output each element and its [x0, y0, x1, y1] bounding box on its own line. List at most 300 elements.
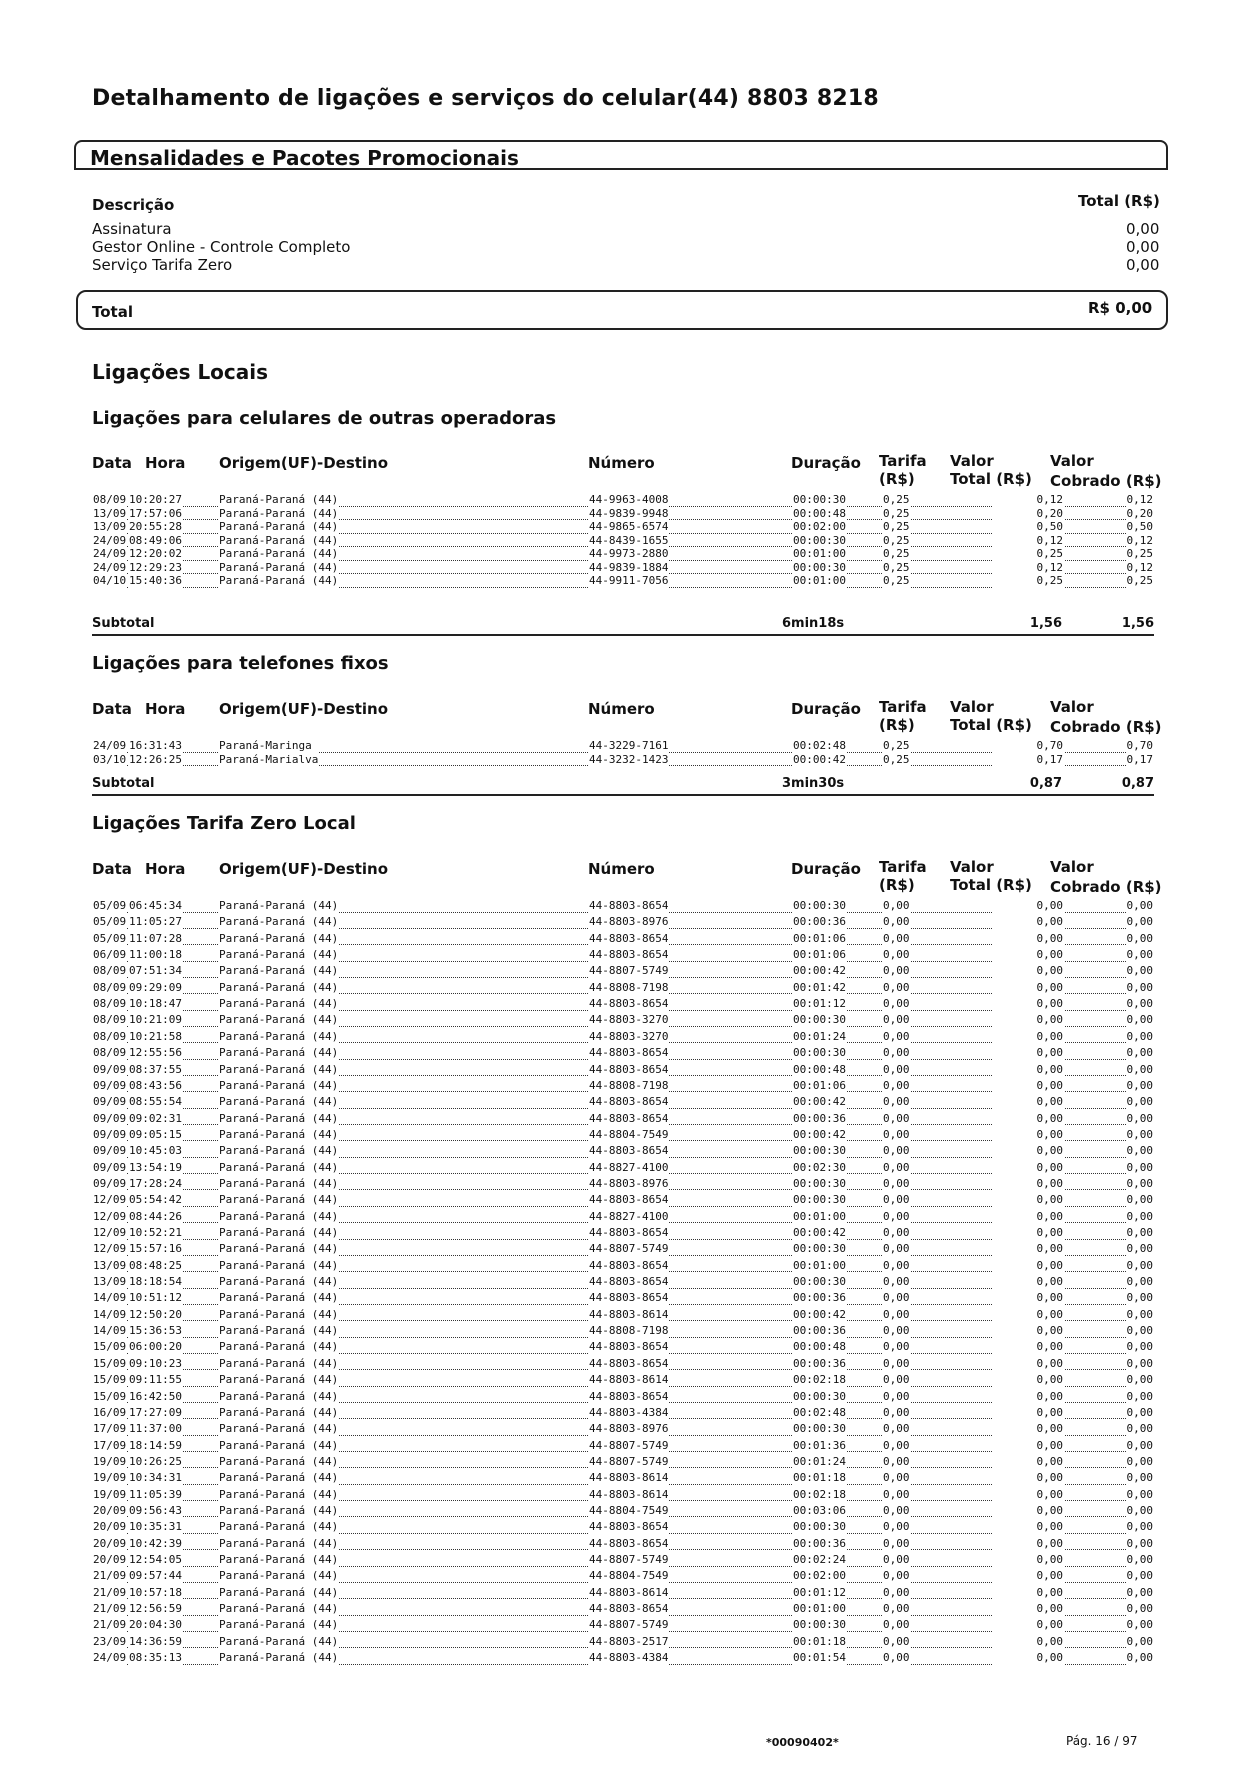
cell-duracao: 00:00:30	[792, 1274, 847, 1291]
table-row	[92, 898, 1154, 915]
table-row	[92, 1454, 1154, 1471]
cell-valor-cobrado: 0,25	[1126, 573, 1155, 590]
cell-valor-total: 0,00	[992, 931, 1064, 948]
table-row	[92, 1634, 1154, 1651]
cell-valor-total: 0,00	[992, 1454, 1064, 1471]
cell-data: 24/09	[92, 560, 127, 577]
cell-hora: 09:10:23	[128, 1356, 183, 1373]
cell-tarifa: 0,00	[882, 1241, 911, 1258]
cell-valor-cobrado: 0,00	[1126, 1094, 1155, 1111]
cell-origem: Paraná-Paraná (44)	[218, 980, 339, 997]
cell-data: 24/09	[92, 546, 127, 563]
cell-valor-total: 0,00	[992, 1094, 1064, 1111]
cell-numero: 44-9911-7056	[588, 573, 669, 590]
cell-hora: 12:50:20	[128, 1307, 183, 1324]
table-row	[92, 1176, 1154, 1193]
cell-tarifa: 0,25	[882, 546, 911, 563]
cell-data: 13/09	[92, 519, 127, 536]
section3-title: Ligações Tarifa Zero Local	[92, 813, 356, 834]
cell-data: 08/09	[92, 996, 127, 1013]
cell-data: 21/09	[92, 1568, 127, 1585]
cell-numero: 44-8803-8976	[588, 1176, 669, 1193]
cell-data: 21/09	[92, 1585, 127, 1602]
cell-numero: 44-8803-8654	[588, 1356, 669, 1373]
cell-data: 14/09	[92, 1323, 127, 1340]
subtotal-label: Subtotal	[92, 776, 155, 791]
table-row	[92, 1503, 1154, 1520]
table-row	[92, 1012, 1154, 1029]
cell-data: 08/09	[92, 1045, 127, 1062]
cell-tarifa: 0,00	[882, 914, 911, 931]
cell-data: 24/09	[92, 1650, 127, 1667]
cell-data: 20/09	[92, 1552, 127, 1569]
col-hora: Hora	[145, 700, 186, 718]
cell-numero: 44-3229-7161	[588, 738, 669, 755]
total-box	[76, 290, 1168, 330]
table-row	[92, 1127, 1154, 1144]
cell-numero: 44-8827-4100	[588, 1160, 669, 1177]
total-header: Total (R$)	[1078, 192, 1160, 210]
cell-origem: Paraná-Paraná (44)	[218, 1012, 339, 1029]
cell-duracao: 00:02:18	[792, 1487, 847, 1504]
cell-hora: 12:54:05	[128, 1552, 183, 1569]
col-valor-total: Total (R$)	[950, 470, 1032, 488]
cell-duracao: 00:00:48	[792, 506, 847, 523]
cell-origem: Paraná-Paraná (44)	[218, 1290, 339, 1307]
cell-origem: Paraná-Paraná (44)	[218, 1143, 339, 1160]
cell-valor-total: 0,00	[992, 996, 1064, 1013]
cell-data: 19/09	[92, 1487, 127, 1504]
cell-origem: Paraná-Paraná (44)	[218, 1094, 339, 1111]
cell-origem: Paraná-Paraná (44)	[218, 1634, 339, 1651]
cell-valor-total: 0,00	[992, 1127, 1064, 1144]
cell-duracao: 00:00:48	[792, 1339, 847, 1356]
table-row	[92, 1094, 1154, 1111]
cell-data: 19/09	[92, 1454, 127, 1471]
cell-hora: 10:52:21	[128, 1225, 183, 1242]
table-row	[92, 752, 1154, 769]
cell-hora: 10:18:47	[128, 996, 183, 1013]
cell-tarifa: 0,00	[882, 1634, 911, 1651]
col-data: Data	[92, 454, 132, 472]
cell-valor-cobrado: 0,25	[1126, 546, 1155, 563]
col-tarifa-unit: (R$)	[879, 876, 915, 894]
cell-valor-cobrado: 0,00	[1126, 1323, 1155, 1340]
cell-hora: 09:29:09	[128, 980, 183, 997]
cell-valor-total: 0,00	[992, 1634, 1064, 1651]
cell-tarifa: 0,00	[882, 1617, 911, 1634]
cell-duracao: 00:00:36	[792, 1111, 847, 1128]
cell-numero: 44-8803-8654	[588, 947, 669, 964]
cell-data: 08/09	[92, 492, 127, 509]
cell-hora: 12:26:25	[128, 752, 183, 769]
cell-origem: Paraná-Paraná (44)	[218, 1405, 339, 1422]
cell-origem: Paraná-Paraná (44)	[218, 1470, 339, 1487]
col-hora: Hora	[145, 860, 186, 878]
cell-numero: 44-3232-1423	[588, 752, 669, 769]
table-row	[92, 1438, 1154, 1455]
cell-numero: 44-8803-8654	[588, 1062, 669, 1079]
col-tarifa: Tarifa	[879, 698, 927, 716]
table-row	[92, 1568, 1154, 1585]
cell-numero: 44-8803-2517	[588, 1634, 669, 1651]
cell-duracao: 00:01:12	[792, 1585, 847, 1602]
cell-numero: 44-8803-8654	[588, 1536, 669, 1553]
cell-data: 14/09	[92, 1307, 127, 1324]
cell-origem: Paraná-Paraná (44)	[218, 1323, 339, 1340]
cell-tarifa: 0,25	[882, 752, 911, 769]
cell-duracao: 00:01:18	[792, 1470, 847, 1487]
cell-valor-cobrado: 0,50	[1126, 519, 1155, 536]
cell-valor-cobrado: 0,00	[1126, 1258, 1155, 1275]
cell-origem: Paraná-Paraná (44)	[218, 1078, 339, 1095]
cell-data: 12/09	[92, 1192, 127, 1209]
cell-numero: 44-8807-5749	[588, 1454, 669, 1471]
cell-hora: 09:02:31	[128, 1111, 183, 1128]
cell-origem: Paraná-Paraná (44)	[218, 1339, 339, 1356]
cell-tarifa: 0,00	[882, 1274, 911, 1291]
cell-duracao: 00:00:30	[792, 1143, 847, 1160]
cell-numero: 44-8808-7198	[588, 1078, 669, 1095]
cell-origem: Paraná-Paraná (44)	[218, 1111, 339, 1128]
cell-numero: 44-8803-8654	[588, 1519, 669, 1536]
cell-tarifa: 0,25	[882, 533, 911, 550]
cell-origem: Paraná-Paraná (44)	[218, 1617, 339, 1634]
cell-tarifa: 0,00	[882, 1176, 911, 1193]
cell-tarifa: 0,00	[882, 947, 911, 964]
cell-valor-total: 0,50	[992, 519, 1064, 536]
cell-hora: 09:56:43	[128, 1503, 183, 1520]
cell-numero: 44-8803-8654	[588, 1192, 669, 1209]
cell-origem: Paraná-Paraná (44)	[218, 1356, 339, 1373]
cell-tarifa: 0,00	[882, 1438, 911, 1455]
table-row	[92, 1045, 1154, 1062]
cell-origem: Paraná-Paraná (44)	[218, 560, 339, 577]
cell-valor-cobrado: 0,00	[1126, 1356, 1155, 1373]
cell-tarifa: 0,00	[882, 1454, 911, 1471]
cell-origem: Paraná-Paraná (44)	[218, 963, 339, 980]
cell-duracao: 00:01:42	[792, 980, 847, 997]
subtotal-duration: 3min30s	[782, 776, 845, 791]
cell-valor-total: 0,00	[992, 1568, 1064, 1585]
section2-title: Ligações para telefones fixos	[92, 653, 389, 674]
cell-hora: 14:36:59	[128, 1634, 183, 1651]
cell-numero: 44-8803-8654	[588, 898, 669, 915]
cell-origem: Paraná-Paraná (44)	[218, 1160, 339, 1177]
cell-valor-total: 0,00	[992, 1585, 1064, 1602]
col-valor-total-label: Valor	[950, 698, 994, 716]
cell-origem: Paraná-Paraná (44)	[218, 1127, 339, 1144]
cell-tarifa: 0,00	[882, 1339, 911, 1356]
cell-valor-cobrado: 0,00	[1126, 947, 1155, 964]
cell-hora: 07:51:34	[128, 963, 183, 980]
cell-hora: 05:54:42	[128, 1192, 183, 1209]
cell-valor-cobrado: 0,00	[1126, 1160, 1155, 1177]
cell-numero: 44-8827-4100	[588, 1209, 669, 1226]
page-number: Pág. 16 / 97	[1066, 1734, 1138, 1748]
cell-valor-total: 0,00	[992, 1438, 1064, 1455]
table-row	[92, 1307, 1154, 1324]
cell-hora: 08:35:13	[128, 1650, 183, 1667]
cell-data: 08/09	[92, 1012, 127, 1029]
cell-valor-total: 0,00	[992, 1503, 1064, 1520]
cell-tarifa: 0,00	[882, 980, 911, 997]
cell-valor-cobrado: 0,00	[1126, 1405, 1155, 1422]
col-duracao: Duração	[791, 860, 861, 878]
cell-duracao: 00:00:42	[792, 963, 847, 980]
cell-data: 15/09	[92, 1389, 127, 1406]
cell-data: 20/09	[92, 1519, 127, 1536]
cell-duracao: 00:01:12	[792, 996, 847, 1013]
cell-numero: 44-8803-8654	[588, 1339, 669, 1356]
cell-tarifa: 0,00	[882, 1225, 911, 1242]
cell-data: 24/09	[92, 738, 127, 755]
cell-valor-cobrado: 0,00	[1126, 1111, 1155, 1128]
cell-valor-total: 0,00	[992, 1274, 1064, 1291]
cell-duracao: 00:01:54	[792, 1650, 847, 1667]
cell-valor-cobrado: 0,70	[1126, 738, 1155, 755]
col-data: Data	[92, 860, 132, 878]
col-valor-cobrado-label: Valor	[1050, 858, 1094, 876]
col-valor-total-label: Valor	[950, 452, 994, 470]
cell-data: 13/09	[92, 1258, 127, 1275]
table-row	[92, 980, 1154, 997]
cell-tarifa: 0,25	[882, 738, 911, 755]
cell-valor-cobrado: 0,00	[1126, 1536, 1155, 1553]
cell-valor-cobrado: 0,00	[1126, 914, 1155, 931]
cell-valor-cobrado: 0,00	[1126, 1601, 1155, 1618]
cell-origem: Paraná-Paraná (44)	[218, 573, 339, 590]
cell-data: 15/09	[92, 1356, 127, 1373]
cell-valor-cobrado: 0,00	[1126, 1617, 1155, 1634]
cell-numero: 44-8803-4384	[588, 1650, 669, 1667]
cell-valor-total: 0,12	[992, 560, 1064, 577]
cell-data: 08/09	[92, 980, 127, 997]
cell-numero: 44-8803-8654	[588, 996, 669, 1013]
cell-valor-cobrado: 0,00	[1126, 1470, 1155, 1487]
cell-tarifa: 0,00	[882, 1143, 911, 1160]
cell-valor-cobrado: 0,00	[1126, 1421, 1155, 1438]
cell-origem: Paraná-Paraná (44)	[218, 1045, 339, 1062]
cell-numero: 44-8807-5749	[588, 1241, 669, 1258]
table-row	[92, 1585, 1154, 1602]
cell-hora: 06:45:34	[128, 898, 183, 915]
cell-valor-cobrado: 0,00	[1126, 1307, 1155, 1324]
cell-data: 14/09	[92, 1290, 127, 1307]
table-row	[92, 1470, 1154, 1487]
cell-tarifa: 0,00	[882, 1045, 911, 1062]
cell-valor-total: 0,00	[992, 1192, 1064, 1209]
cell-tarifa: 0,00	[882, 1601, 911, 1618]
cell-tarifa: 0,00	[882, 1307, 911, 1324]
cell-data: 09/09	[92, 1078, 127, 1095]
cell-tarifa: 0,00	[882, 1127, 911, 1144]
cell-numero: 44-8803-8614	[588, 1470, 669, 1487]
cell-valor-total: 0,00	[992, 1078, 1064, 1095]
table-row	[92, 1258, 1154, 1275]
cell-valor-total: 0,00	[992, 1062, 1064, 1079]
cell-valor-cobrado: 0,00	[1126, 1568, 1155, 1585]
cell-origem: Paraná-Paraná (44)	[218, 996, 339, 1013]
cell-valor-total: 0,00	[992, 1209, 1064, 1226]
cell-tarifa: 0,00	[882, 1209, 911, 1226]
cell-data: 17/09	[92, 1421, 127, 1438]
cell-data: 21/09	[92, 1617, 127, 1634]
cell-origem: Paraná-Paraná (44)	[218, 506, 339, 523]
cell-hora: 10:42:39	[128, 1536, 183, 1553]
cell-hora: 16:31:43	[128, 738, 183, 755]
cell-valor-cobrado: 0,20	[1126, 506, 1155, 523]
subtotal-duration: 6min18s	[782, 616, 845, 631]
cell-valor-cobrado: 0,00	[1126, 1143, 1155, 1160]
cell-tarifa: 0,00	[882, 1585, 911, 1602]
cell-numero: 44-9865-6574	[588, 519, 669, 536]
cell-duracao: 00:00:42	[792, 1225, 847, 1242]
subtotal-divider	[92, 794, 1154, 796]
cell-origem: Paraná-Paraná (44)	[218, 1421, 339, 1438]
cell-numero: 44-8807-5749	[588, 963, 669, 980]
cell-valor-total: 0,12	[992, 492, 1064, 509]
cell-duracao: 00:00:30	[792, 560, 847, 577]
cell-origem: Paraná-Paraná (44)	[218, 1536, 339, 1553]
cell-origem: Paraná-Paraná (44)	[218, 1258, 339, 1275]
cell-data: 15/09	[92, 1372, 127, 1389]
cell-valor-cobrado: 0,00	[1126, 1634, 1155, 1651]
table-row	[92, 1143, 1154, 1160]
subtotal-valor-total: 0,87	[1029, 776, 1062, 791]
cell-origem: Paraná-Paraná (44)	[218, 1225, 339, 1242]
cell-data: 09/09	[92, 1094, 127, 1111]
cell-tarifa: 0,00	[882, 1062, 911, 1079]
cell-hora: 11:37:00	[128, 1421, 183, 1438]
cell-data: 09/09	[92, 1160, 127, 1177]
col-numero: Número	[588, 860, 655, 878]
cell-hora: 18:14:59	[128, 1438, 183, 1455]
cell-duracao: 00:00:36	[792, 1356, 847, 1373]
cell-tarifa: 0,00	[882, 1258, 911, 1275]
table-row	[92, 1209, 1154, 1226]
table-row	[92, 1356, 1154, 1373]
mensalidade-value: 0,00	[1126, 238, 1160, 256]
cell-tarifa: 0,00	[882, 1323, 911, 1340]
cell-duracao: 00:00:30	[792, 1617, 847, 1634]
cell-origem: Paraná-Paraná (44)	[218, 1503, 339, 1520]
cell-tarifa: 0,00	[882, 1356, 911, 1373]
cell-numero: 44-8807-5749	[588, 1438, 669, 1455]
cell-origem: Paraná-Paraná (44)	[218, 1454, 339, 1471]
cell-origem: Paraná-Paraná (44)	[218, 1209, 339, 1226]
cell-tarifa: 0,00	[882, 1421, 911, 1438]
cell-valor-cobrado: 0,12	[1126, 533, 1155, 550]
cell-hora: 10:21:58	[128, 1029, 183, 1046]
cell-data: 24/09	[92, 533, 127, 550]
cell-valor-cobrado: 0,00	[1126, 1078, 1155, 1095]
col-valor-cobrado-label: Valor	[1050, 452, 1094, 470]
cell-duracao: 00:00:36	[792, 1323, 847, 1340]
cell-valor-cobrado: 0,00	[1126, 1339, 1155, 1356]
cell-duracao: 00:00:30	[792, 898, 847, 915]
cell-valor-cobrado: 0,00	[1126, 1650, 1155, 1667]
cell-data: 21/09	[92, 1601, 127, 1618]
cell-data: 09/09	[92, 1062, 127, 1079]
cell-origem: Paraná-Paraná (44)	[218, 1601, 339, 1618]
cell-hora: 15:57:16	[128, 1241, 183, 1258]
cell-duracao: 00:01:00	[792, 546, 847, 563]
cell-duracao: 00:01:24	[792, 1454, 847, 1471]
col-valor-cobrado: Cobrado (R$)	[1050, 878, 1162, 896]
cell-numero: 44-9973-2880	[588, 546, 669, 563]
cell-valor-total: 0,00	[992, 1029, 1064, 1046]
cell-valor-cobrado: 0,00	[1126, 1127, 1155, 1144]
cell-data: 09/09	[92, 1127, 127, 1144]
col-data: Data	[92, 700, 132, 718]
cell-valor-cobrado: 0,00	[1126, 1225, 1155, 1242]
cell-origem: Paraná-Paraná (44)	[218, 947, 339, 964]
cell-duracao: 00:00:36	[792, 1536, 847, 1553]
cell-valor-total: 0,20	[992, 506, 1064, 523]
cell-origem: Paraná-Paraná (44)	[218, 931, 339, 948]
cell-hora: 10:45:03	[128, 1143, 183, 1160]
mensalidade-desc: Assinatura	[92, 220, 172, 238]
cell-valor-total: 0,00	[992, 1045, 1064, 1062]
table-row	[92, 1160, 1154, 1177]
cell-valor-total: 0,00	[992, 898, 1064, 915]
cell-numero: 44-9839-1884	[588, 560, 669, 577]
cell-numero: 44-8804-7549	[588, 1127, 669, 1144]
col-numero: Número	[588, 454, 655, 472]
cell-origem: Paraná-Maringa	[218, 738, 313, 755]
cell-hora: 06:00:20	[128, 1339, 183, 1356]
col-valor-total: Total (R$)	[950, 876, 1032, 894]
cell-numero: 44-8803-8654	[588, 1601, 669, 1618]
cell-duracao: 00:01:06	[792, 947, 847, 964]
cell-tarifa: 0,00	[882, 1290, 911, 1307]
cell-tarifa: 0,25	[882, 492, 911, 509]
cell-tarifa: 0,00	[882, 1160, 911, 1177]
col-tarifa-unit: (R$)	[879, 470, 915, 488]
cell-valor-total: 0,00	[992, 1552, 1064, 1569]
mensalidade-desc: Gestor Online - Controle Completo	[92, 238, 351, 256]
cell-numero: 44-8803-4384	[588, 1405, 669, 1422]
cell-data: 12/09	[92, 1225, 127, 1242]
cell-data: 23/09	[92, 1634, 127, 1651]
cell-origem: Paraná-Paraná (44)	[218, 519, 339, 536]
table-row	[92, 1601, 1154, 1618]
cell-valor-cobrado: 0,00	[1126, 1372, 1155, 1389]
cell-valor-total: 0,00	[992, 1339, 1064, 1356]
cell-data: 09/09	[92, 1111, 127, 1128]
cell-origem: Paraná-Paraná (44)	[218, 1274, 339, 1291]
cell-hora: 10:51:12	[128, 1290, 183, 1307]
cell-duracao: 00:01:00	[792, 573, 847, 590]
cell-hora: 10:21:09	[128, 1012, 183, 1029]
cell-valor-total: 0,00	[992, 1601, 1064, 1618]
cell-data: 20/09	[92, 1536, 127, 1553]
cell-numero: 44-8803-8976	[588, 914, 669, 931]
cell-valor-total: 0,00	[992, 1143, 1064, 1160]
cell-tarifa: 0,00	[882, 1405, 911, 1422]
table-row	[92, 996, 1154, 1013]
table-row	[92, 1111, 1154, 1128]
cell-hora: 08:55:54	[128, 1094, 183, 1111]
cell-valor-total: 0,00	[992, 1519, 1064, 1536]
cell-numero: 44-8807-5749	[588, 1552, 669, 1569]
cell-numero: 44-8803-8654	[588, 1094, 669, 1111]
cell-numero: 44-8803-8614	[588, 1585, 669, 1602]
cell-valor-cobrado: 0,00	[1126, 1274, 1155, 1291]
cell-numero: 44-8803-8654	[588, 931, 669, 948]
col-valor-cobrado: Cobrado (R$)	[1050, 472, 1162, 490]
